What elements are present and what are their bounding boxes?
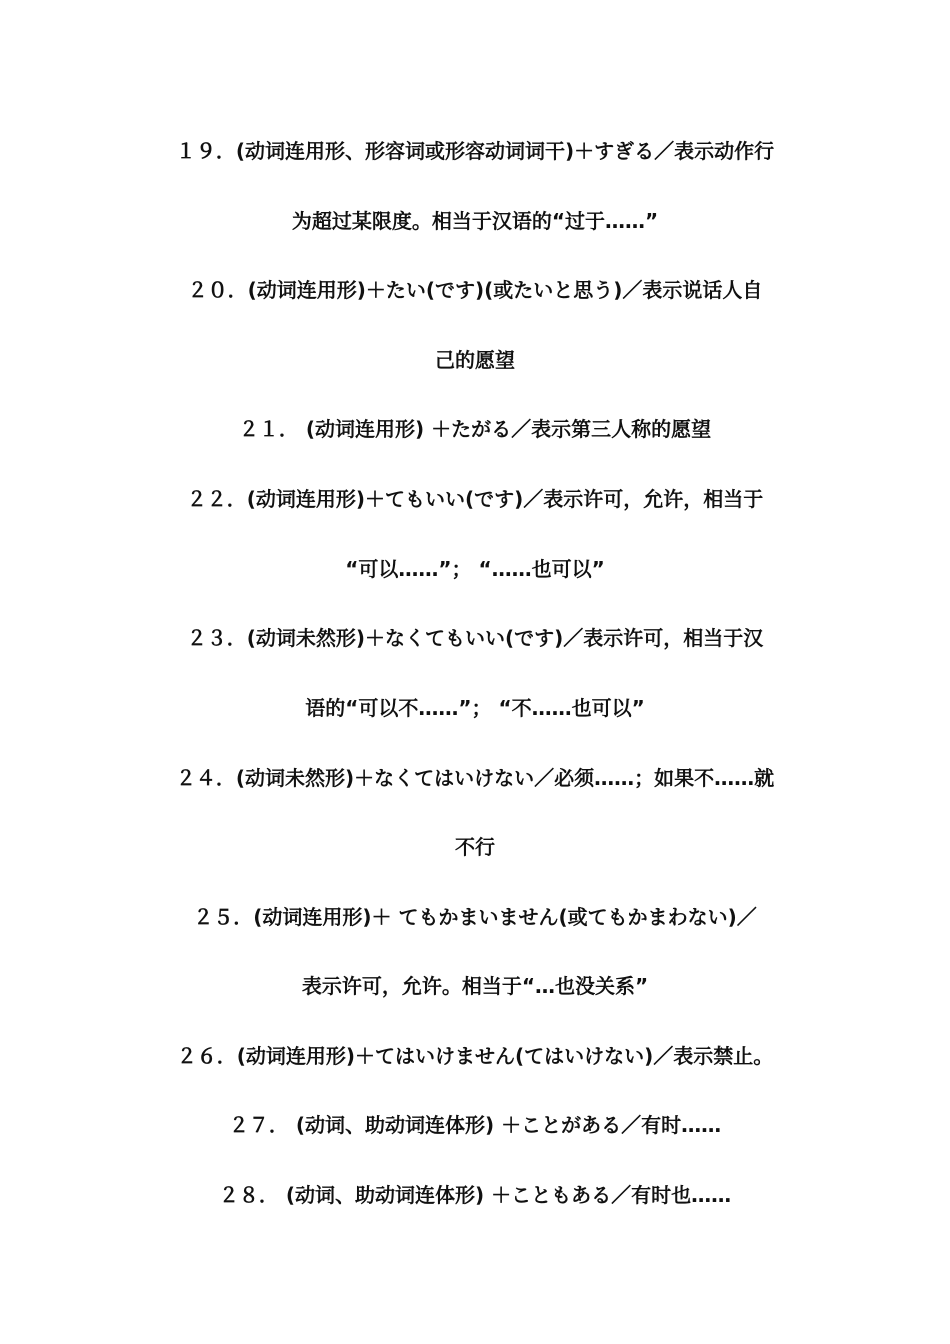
text-line-22a: ２２．(动词连用形)＋てもいい(です)／表示许可，允许，相当于	[186, 487, 764, 511]
text-line-26: ２６．(动词连用形)＋てはいけません(てはいけない)／表示禁止。	[176, 1044, 774, 1068]
text-line-19a: １９．(动词连用形、形容词或形容动词词干)＋すぎる／表示动作行	[175, 139, 775, 163]
text-line-22b: “可以……”； “……也可以”	[345, 557, 605, 581]
text-line-27: ２７． (动词、助动词连体形) ＋ことがある／有时……	[228, 1113, 722, 1137]
text-line-21: ２１． (动词连用形) ＋たがる／表示第三人称的愿望	[238, 417, 712, 441]
text-line-19b: 为超过某限度。相当于汉语的“过于……”	[291, 209, 659, 233]
text-line-23b: 语的“可以不……”； “不……也可以”	[305, 696, 645, 720]
text-line-24b: 不行	[455, 835, 495, 859]
text-line-25a: ２５．(动词连用形)＋ てもかまいません(或てもかまわない)／	[193, 905, 757, 929]
text-line-20a: ２０．(动词连用形)＋たい(です)(或たいと思う)／表示说话人自	[187, 278, 763, 302]
text-line-28: ２８． (动词、助动词连体形) ＋こともある／有时也……	[218, 1183, 732, 1207]
text-line-23a: ２３．(动词未然形)＋なくてもいい(です)／表示许可，相当于汉	[186, 626, 764, 650]
text-line-24a: ２４．(动词未然形)＋なくてはいけない／必须……；如果不……就	[175, 766, 775, 790]
text-line-20b: 己的愿望	[435, 348, 515, 372]
text-line-25b: 表示许可，允许。相当于“…也没关系”	[301, 974, 649, 998]
